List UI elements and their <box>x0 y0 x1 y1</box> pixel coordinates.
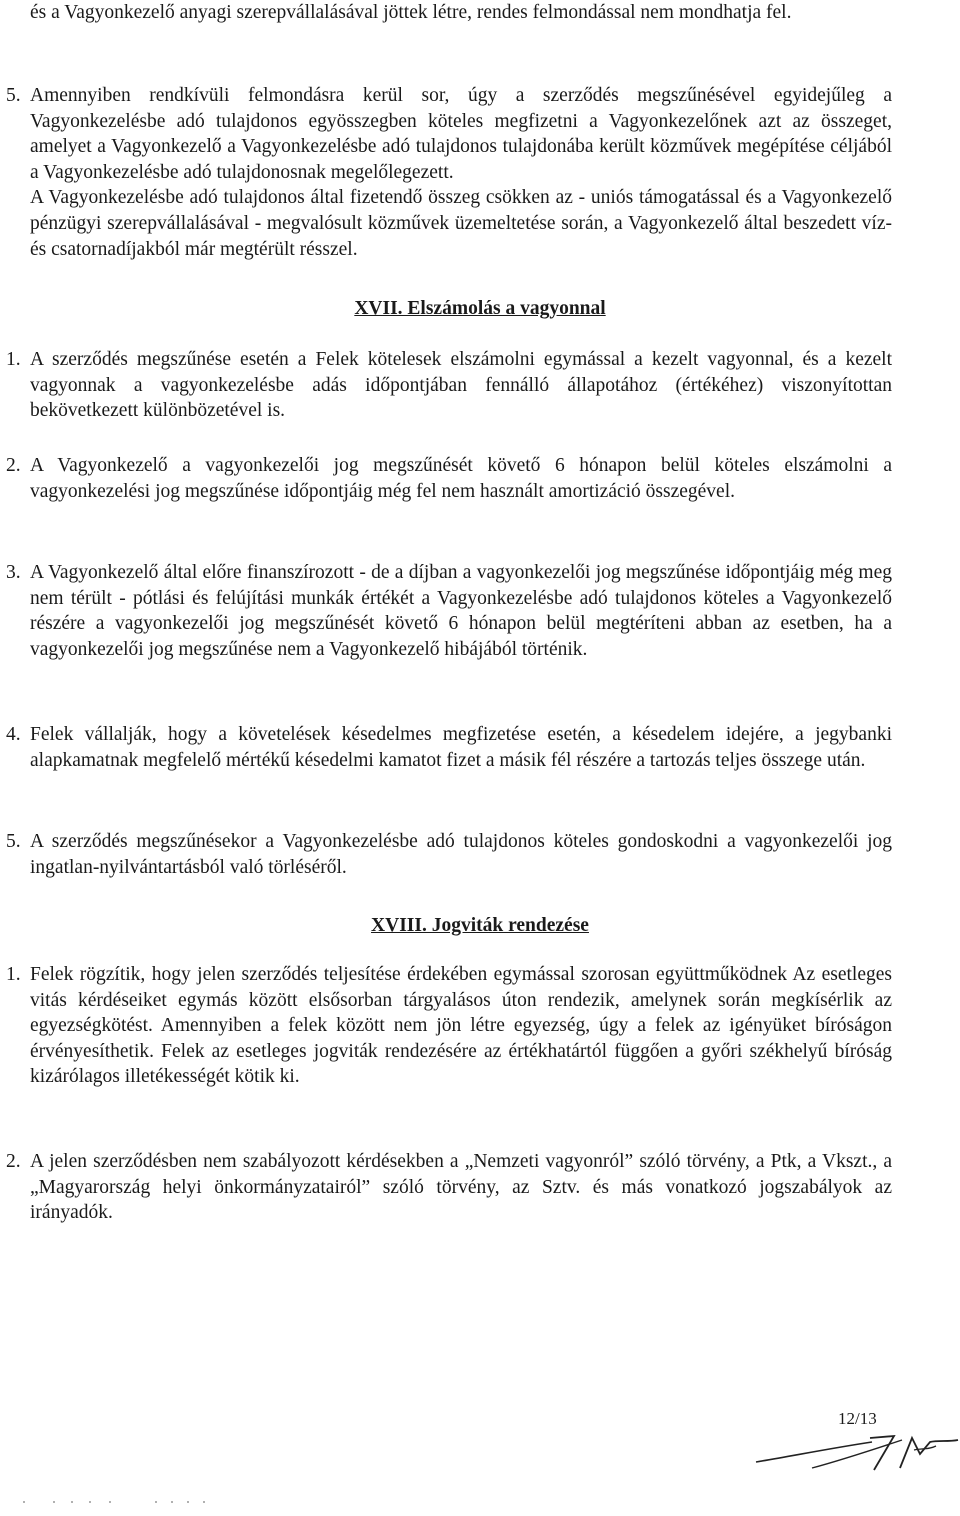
item-number: 2. <box>6 455 21 476</box>
page-number: 12/13 <box>838 1409 877 1428</box>
section17-item-1 <box>6 347 892 424</box>
item-number: 1. <box>6 964 21 985</box>
section17-item-5 <box>6 829 892 880</box>
item-body: A jelen szerződésben nem szabályozott kérdésekben a „Nemzeti vagyonról” szóló törvény, a Ptk, a Vkszt., a „Magyarország helyi önkormányzatairól” szóló törvény, az Sztv. és más vonatkozó jogszabályok az irányadók. <box>30 1151 892 1224</box>
item-number: 5. <box>6 85 21 106</box>
item-paragraph-1: Amennyiben rendkívüli felmondásra kerül sor, úgy a szerződés megszűnésével egyidejűleg a Vagyonkezelésbe adó tulajdonos egyösszegben köteles megfizetni a Vagyonkezelőnek azt az összeget, amelyet a Vagyonkezelő a Vagyonkezelésbe adó tulajdonos tulajdonába került közművek megépítése céljából a Vagyonkezelésbe adó tulajdonosnak megelőlegezett. <box>30 85 892 183</box>
item-number: 3. <box>6 562 21 583</box>
item-body <box>30 83 892 262</box>
item-number: 2. <box>6 1151 21 1172</box>
section18-item-2 <box>6 1149 892 1226</box>
section17-item-3 <box>6 560 892 662</box>
continuation-paragraph: és a Vagyonkezelő anyagi szerepvállalásával jöttek létre, rendes felmondással nem mondhatja fel. <box>30 2 792 23</box>
item-number: 1. <box>6 349 21 370</box>
item-body: Felek vállalják, hogy a követelések késedelmes megfizetése esetén, a késedelem idejére, a jegybanki alapkamatnak megfelelő mértékű késedelmi kamatot fizet a másik fél részére a tartozás teljes összege után. <box>30 724 892 771</box>
scan-artifact-marks <box>20 1490 260 1516</box>
section16-item-5 <box>6 83 892 262</box>
signature-icon <box>752 1420 960 1480</box>
item-body: A Vagyonkezelő által előre finanszírozott - de a díjban a vagyonkezelői jog megszűnése időpontjáig még meg nem térült - pótlási és felújítási munkák értékét a Vagyonkezelésbe adó tulajdonos köteles a Vagyonkezelő részére a vagyonkezelői jog megszűnését követő 6 hónapon belül megtéríteni abban az esetben, ha a vagyonkezelői jog megszűnése nem a Vagyonkezelő hibájából történik. <box>30 562 892 660</box>
item-number: 5. <box>6 831 21 852</box>
item-body: A Vagyonkezelő a vagyonkezelői jog megszűnését követő 6 hónapon belül köteles elszámolni a vagyonkezelési jog megszűnése időpontjáig még fel nem használt amortizáció összegével. <box>30 455 892 502</box>
section-17-title: XVII. Elszámolás a vagyonnal <box>354 298 606 319</box>
item-body: Felek rögzítik, hogy jelen szerződés teljesítése érdekében egymással szorosan együttműködnek Az esetleges vitás kérdéseiket egymás között elsősorban tárgyalásos úton rendezik, amelynek során megkísérlik az egyezségkötést. Amennyiben a felek között nem jön létre egyezség, úgy a felek az igényüket bíróságon érvényesíthetik. Felek az esetleges jogviták rendezésére az értékhatártól függően a győri székhelyű bíróság kizárólagos illetékességét kötik ki. <box>30 964 892 1088</box>
section18-item-1 <box>6 962 892 1090</box>
item-number: 4. <box>6 724 21 745</box>
item-paragraph-2: A Vagyonkezelésbe adó tulajdonos által fizetendő összeg csökken az - uniós támogatással és a Vagyonkezelő pénzügyi szerepvállalásával - megvalósult közművek üzemeltetése során, a Vagyonkezelő által beszedett víz-és csatornadíjakból már megtérült résszel. <box>30 187 892 260</box>
item-body: A szerződés megszűnésekor a Vagyonkezelésbe adó tulajdonos köteles gondoskodni a vagyonkezelői jog ingatlan-nyilvántartásból való törléséről. <box>30 831 892 878</box>
section17-item-4 <box>6 722 892 773</box>
section17-item-2 <box>6 453 892 504</box>
section-18-title: XVIII. Jogviták rendezése <box>371 915 589 936</box>
item-body: A szerződés megszűnése esetén a Felek kötelesek elszámolni egymással a kezelt vagyonnal, és a kezelt vagyonnak a vagyonkezelésbe adás időpontjában fennálló állapotához (értékéhez) viszonyítottan bekövetkezett különbözetével is. <box>30 349 892 422</box>
